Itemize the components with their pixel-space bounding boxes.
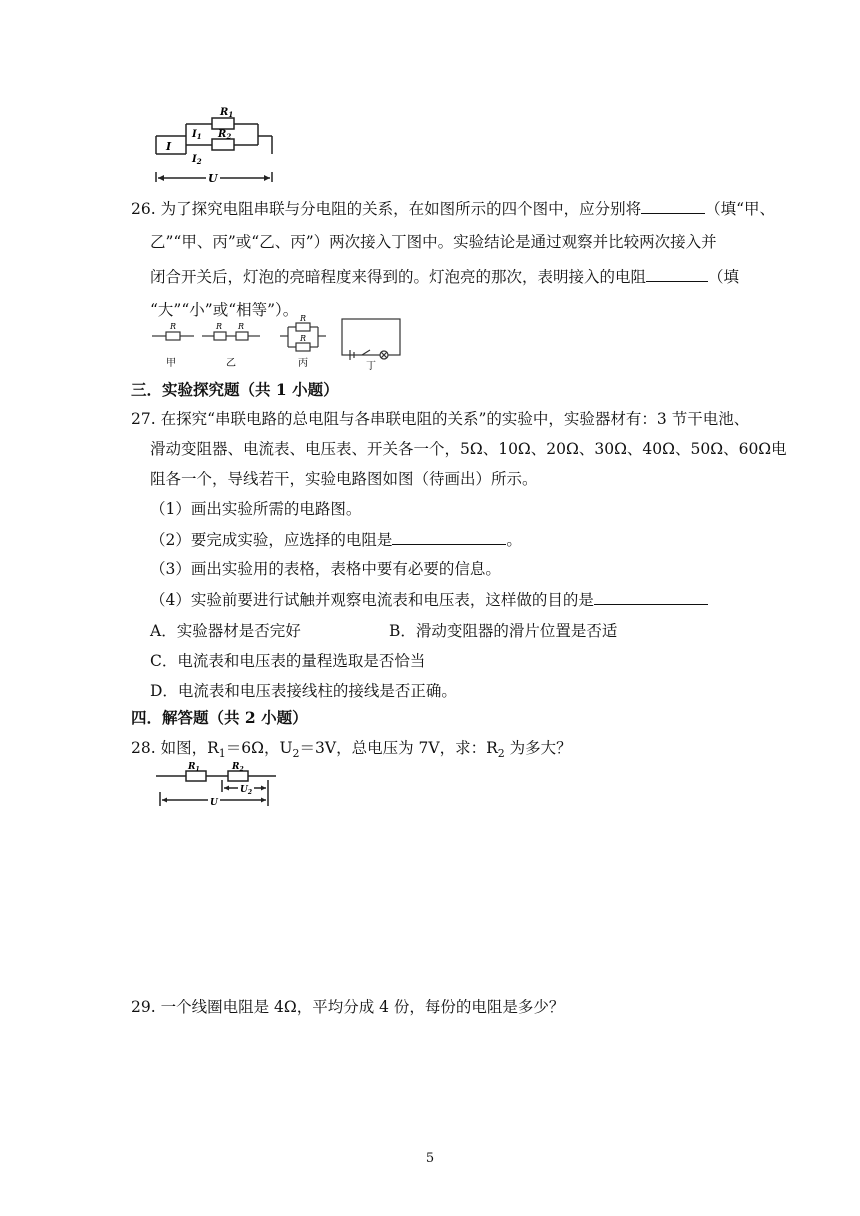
label-u: U (208, 172, 218, 185)
q27-option-d[interactable]: D．电流表和电压表接线柱的接线是否正确。 (150, 682, 457, 700)
fig26-bing-r2: R (300, 334, 307, 343)
q26-line-3: 闭合开关后，灯泡的亮暗程度来得到的。灯泡亮的那次，表明接入的电阻 （填 (150, 268, 740, 286)
fig26-label-bing: 丙 (298, 358, 308, 369)
q27-option-a[interactable]: A．实验器材是否完好 (150, 622, 301, 640)
q27-blank-2[interactable] (594, 589, 708, 605)
q27-option-b[interactable]: B．滑动变阻器的滑片位置是否适 (389, 622, 618, 640)
q26-blank-1[interactable] (641, 198, 705, 214)
q27-sub-1: （1）画出实验所需的电路图。 (150, 500, 362, 518)
q27-option-c[interactable]: C．电流表和电压表的量程选取是否恰当 (150, 652, 426, 670)
series-circuit-figure (156, 762, 280, 810)
q27-sub-2: （2）要完成实验，应选择的电阻是 。 (150, 531, 522, 549)
fig28-label-u: U (210, 798, 218, 808)
q27-sub-4: （4）实验前要进行试触并观察电流表和电压表，这样做的目的是 (150, 589, 708, 610)
q26-line-4: “大”“小”或“相等”）。 (150, 301, 299, 319)
label-r1: $R_1$ (220, 107, 234, 119)
fig26-yi-r2: R (238, 322, 245, 331)
label-r2: $R_2$ (218, 129, 232, 141)
label-i2: $I_2$ (192, 154, 202, 166)
fig26-jia-r: R (170, 322, 177, 331)
fig26-label-yi: 乙 (226, 358, 236, 369)
q26-line-2: 乙”“甲、丙”或“乙、丙”）两次接入丁图中。实验结论是通过观察并比较两次接入并 (150, 233, 717, 251)
fig26-yi-r1: R (216, 322, 223, 331)
parallel-circuit-figure (150, 102, 280, 188)
label-i: I (166, 140, 172, 153)
fig26-label-jia: 甲 (166, 358, 176, 369)
q27-line-3: 阻各一个，导线若干，实验电路图如图（待画出）所示。 (150, 470, 538, 488)
fig28-label-r1: $R_1$ (188, 762, 200, 773)
fig28-label-u2: $U_2$ (240, 785, 253, 796)
label-i1: $I_1$ (192, 129, 202, 141)
page-number: 5 (425, 1151, 435, 1166)
fig26-label-ding: 丁 (366, 361, 376, 372)
fig28-label-r2: $R_2$ (232, 762, 244, 773)
q26-line-1: 26. 为了探究电阻串联与分电阻的关系，在如图所示的四个图中，应分别将 （填“甲、 (131, 200, 776, 218)
q27-sub-3: （3）画出实验用的表格，表格中要有必要的信息。 (150, 560, 501, 578)
resistor-figures-26 (148, 314, 408, 374)
q27-line-1: 27. 在探究“串联电路的总电阻与各串联电阻的关系”的实验中，实验器材有：3 节干电池、 (131, 410, 750, 428)
section-4-heading: 四．解答题（共 2 小题） (131, 708, 308, 727)
q28-line: 28. 如图，$R_1=6\Omega$，$U_2=3V$，总电压为 7V，求：$R_2$ 为多大？ (131, 739, 572, 761)
fig26-bing-r1: R (300, 314, 307, 323)
q29-line: 29. 一个线圈电阻是 4Ω，平均分成 4 份，每份的电阻是多少？ (131, 998, 565, 1016)
q27-line-2: 滑动变阻器、电流表、电压表、开关各一个，5Ω、10Ω、20Ω、30Ω、40Ω、50Ω、60Ω电 (150, 440, 787, 458)
q27-blank-1[interactable] (392, 529, 506, 545)
section-3-heading: 三．实验探究题（共 1 小题） (131, 380, 339, 399)
q26-blank-2[interactable] (646, 266, 708, 282)
